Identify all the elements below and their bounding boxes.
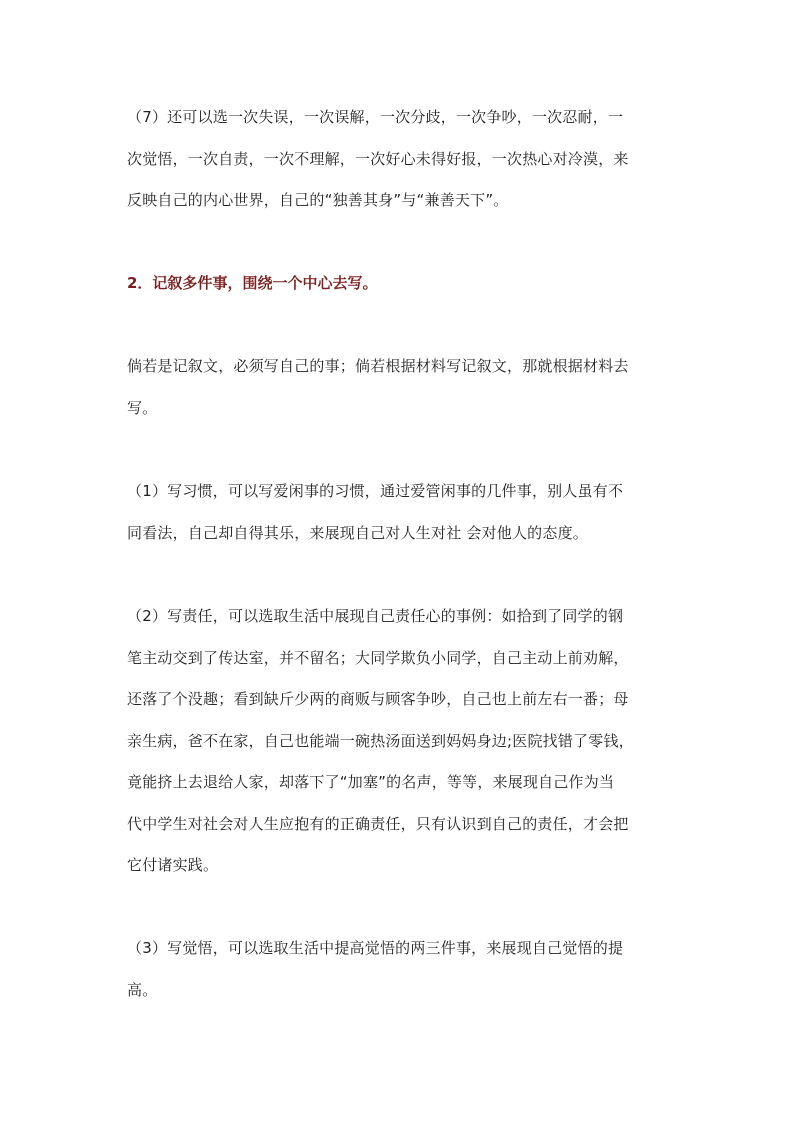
text-line: 同看法，自己却自得其乐，来展现自己对人生对社 会对他人的态度。: [127, 523, 588, 542]
text-line: 代中学生对社会对人生应抱有的正确责任，只有认识到自己的责任，才会把: [127, 814, 629, 833]
text-line: （1）写习惯，可以写爱闲事的习惯，通过爱管闲事的几件事，别人虽有不: [127, 482, 624, 500]
text-line: （7）还可以选一次失误，一次误解，一次分歧，一次争吵，一次忍耐，一: [127, 108, 624, 126]
text-line: （3）写觉悟，可以选取生活中提高觉悟的两三件事，来展现自己觉悟的提: [127, 939, 624, 957]
text-line: 倘若是记叙文，必须写自己的事；倘若根据材料写记叙文，那就根据材料去: [127, 357, 629, 375]
paragraph-item-2: [127, 596, 687, 887]
text-line: 反映自己的内心世界，自己的“独善其身”与“兼善天下”。: [127, 191, 509, 209]
text-line: 亲生病，爸不在家，自己也能端一碗热汤面送到妈妈身边;医院找错了零钱，: [127, 731, 634, 750]
text-line: 高。: [127, 980, 158, 999]
paragraph-item-7: [127, 97, 687, 222]
text-line: 笔主动交到了传达室，并不留名；大同学欺负小同学，自己主动上前劝解，: [127, 648, 629, 667]
text-line: 竟能挤上去退给人家，却落下了“加塞”的名声，等等，来展现自己作为当: [127, 773, 615, 791]
text-line: 还落了个没趣；看到缺斤少两的商贩与顾客争吵，自己也上前左右一番；母: [127, 690, 629, 708]
text-line: 写。: [127, 398, 158, 417]
paragraph-intro: [127, 346, 687, 429]
text-line: 次觉悟，一次自责，一次不理解，一次好心未得好报，一次热心对冷漠，来: [127, 149, 629, 168]
text-line: 它付诸实践。: [127, 856, 219, 874]
section-heading: 2．记叙多件事，围绕一个中心去写。: [127, 274, 378, 292]
text-line: （2）写责任，可以选取生活中展现自己责任心的事例：如拾到了同学的钢: [127, 607, 624, 625]
paragraph-item-3: [127, 928, 687, 1011]
paragraph-item-1: [127, 471, 687, 554]
